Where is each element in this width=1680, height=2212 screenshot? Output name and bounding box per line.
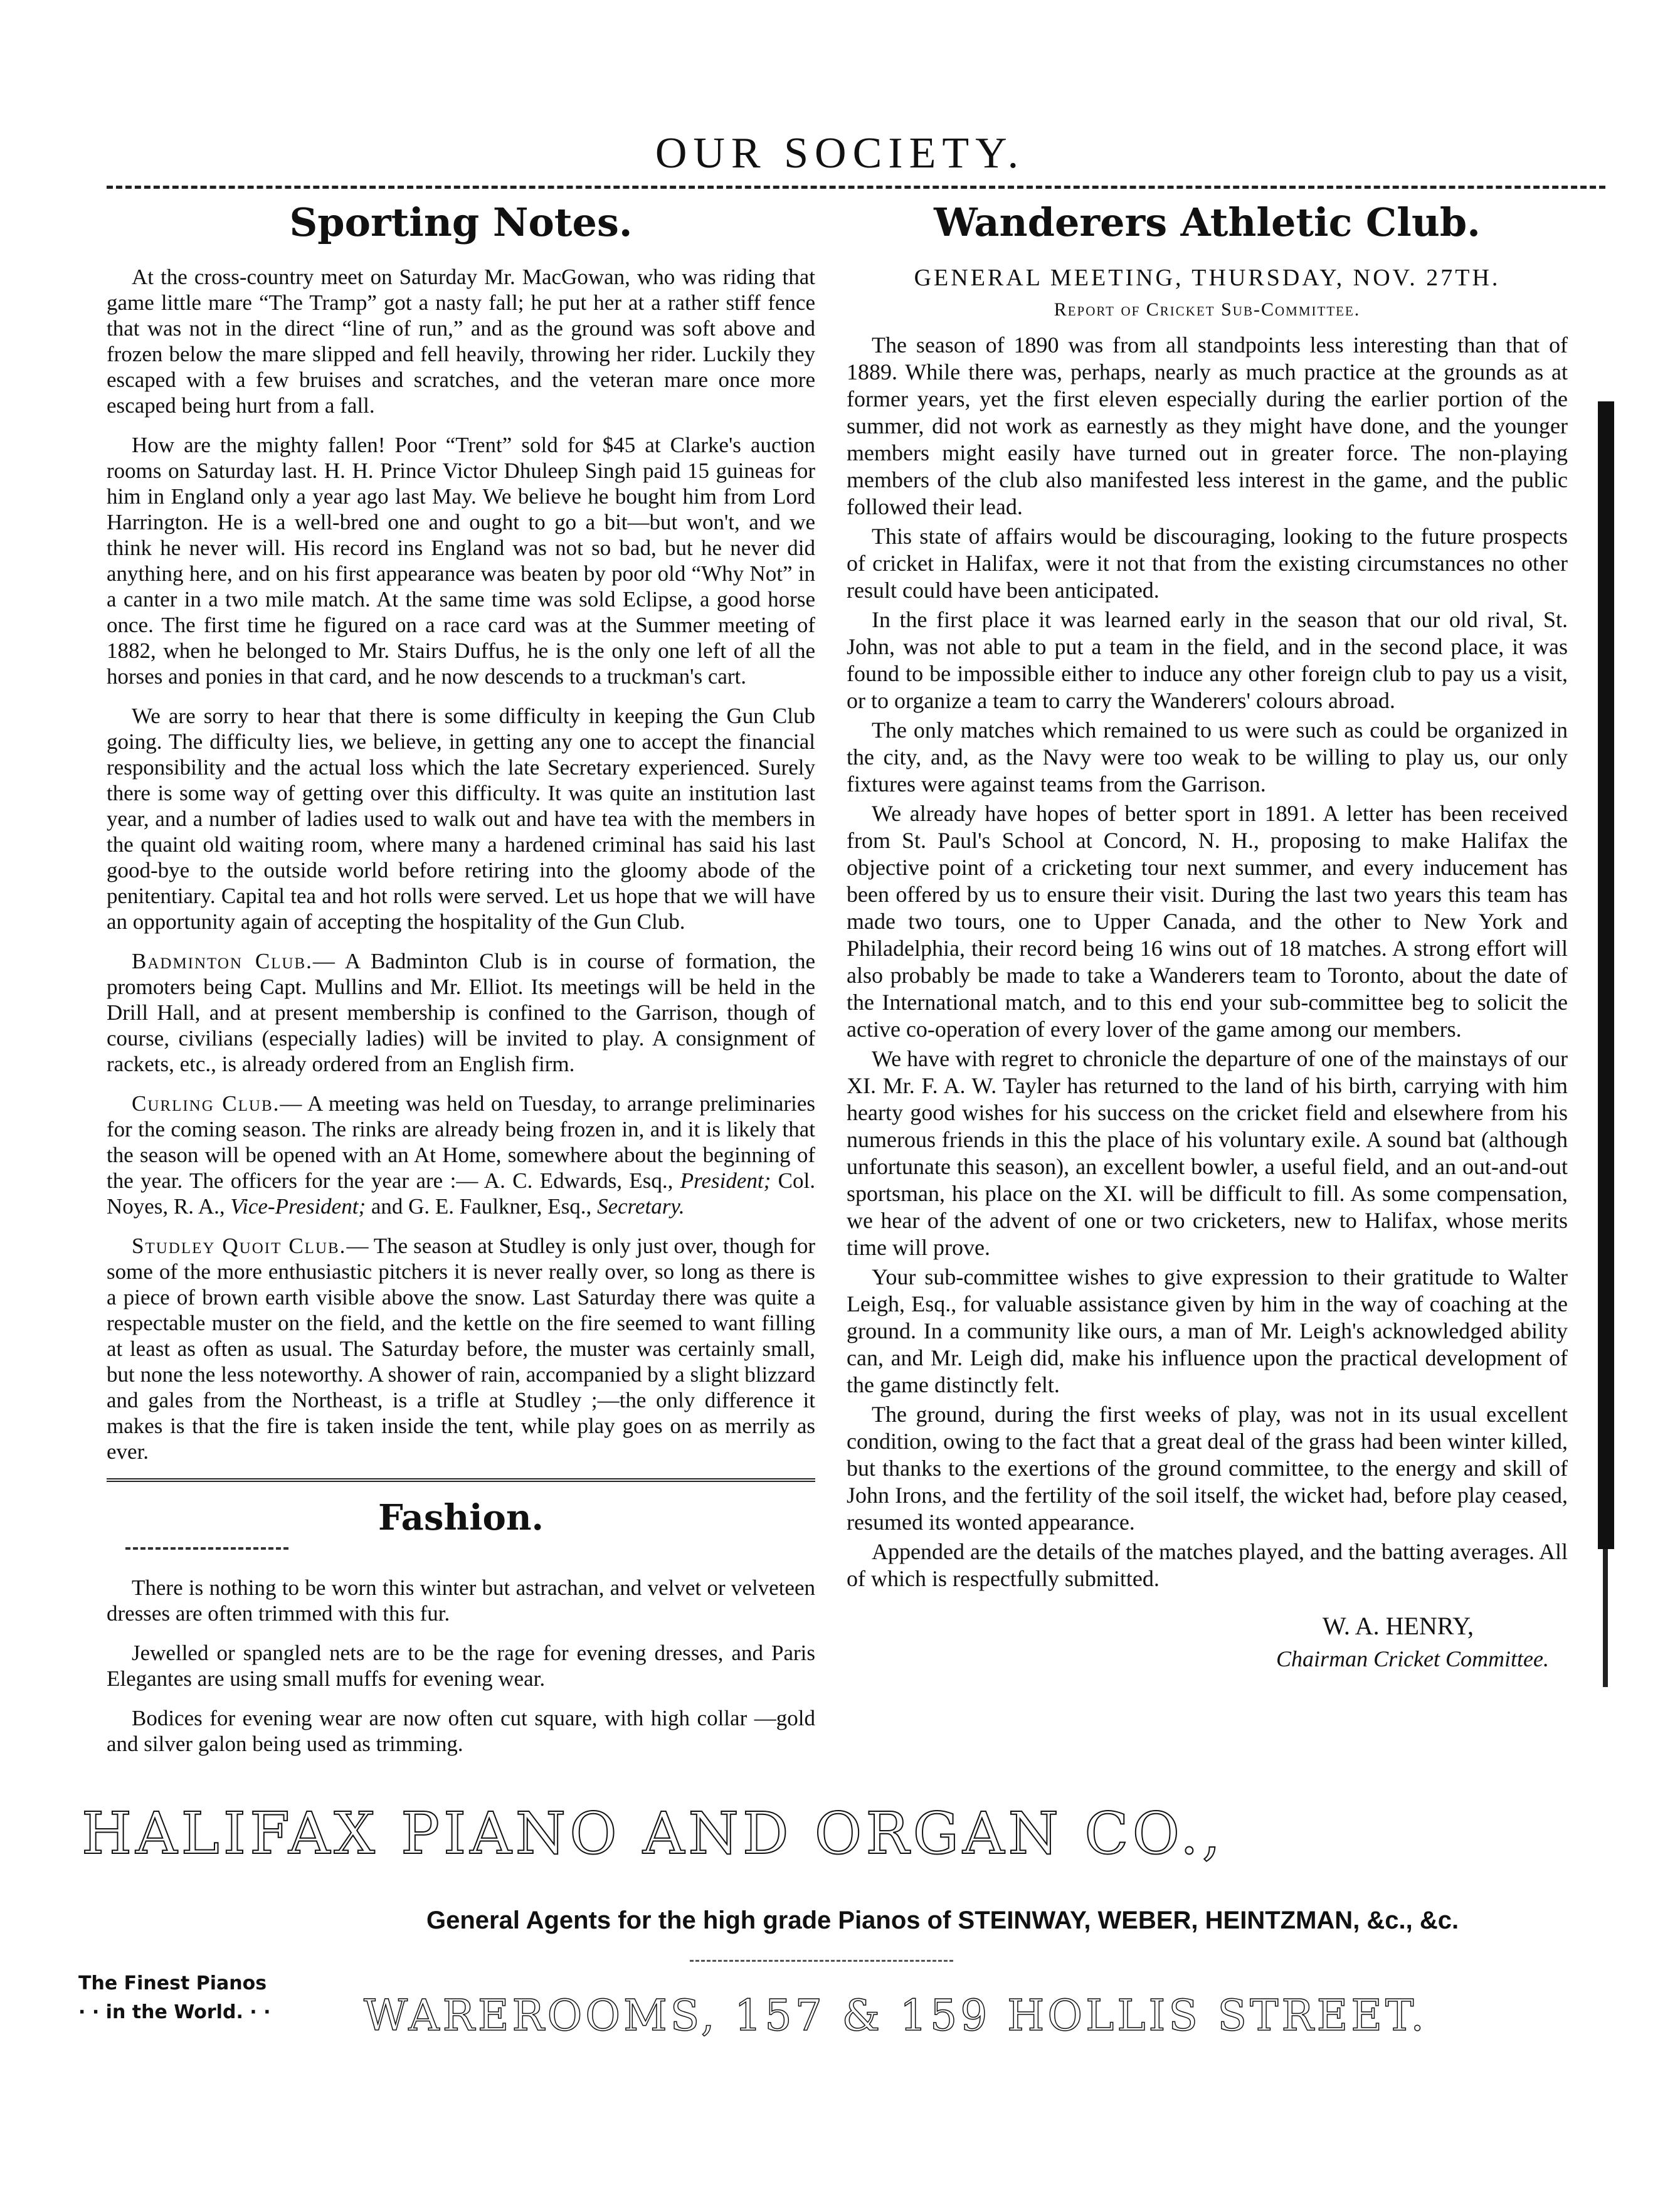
curling-lead: Curling Club.	[132, 1091, 280, 1116]
curling-president: President;	[680, 1168, 771, 1193]
fashion-heading: Fashion.	[378, 1497, 544, 1538]
report-paragraph: Appended are the details of the matches played, and the batting averages. All of which is respectfully submitted.	[847, 1539, 1568, 1591]
fashion-dash	[125, 1547, 288, 1550]
curling-vice: Vice-President;	[230, 1194, 366, 1219]
fashion-paragraph: There is nothing to be worn this winter but astrachan, and velvet or velveteen dresses are often trimmed with this fur.	[107, 1575, 815, 1626]
advert-company-name: HALIFAX PIANO AND ORGAN CO.,	[82, 1800, 1225, 1867]
studley-text: — The season at Studley is only just over, though for some of the more enthusiastic pitchers it is never really over, so long as there is a piece of brown earth visible above the snow. Last Saturday there was quite a respectable muster on the field, and the kettle on the fire seemed to want filling at least as often as usual. The Saturday before, the muster was certainly small, but none the less noteworthy. A shower of rain, accompanied by a slight blizzard and gales from the Northeast, is a trifle at Studley ;—the only difference it makes is that the fire is taken inside the tent, while play goes on as merrily as ever.	[107, 1234, 815, 1464]
badminton-text: — A Badminton Club is in course of formation, the promoters being Capt. Mullins and Mr. Elliot. Its meetings will be held in the Drill Hall, and at present membership is confined to the Garrison, though of course, civilians (especially ladies) will be invited to play. A consignment of rackets, etc., is already ordered from an English firm.	[107, 949, 815, 1076]
sporting-notes-heading: Sporting Notes.	[289, 199, 633, 245]
fashion-paragraph: Jewelled or spangled nets are to be the rage for evening dresses, and Paris Elegantes are using small muffs for evening wear.	[107, 1641, 815, 1691]
scan-edge-shadow	[1603, 1549, 1608, 1687]
studley-lead: Studley Quoit Club.	[132, 1234, 347, 1258]
sporting-paragraph: At the cross-country meet on Saturday Mr. MacGowan, who was riding that game little mare “The Tramp” got a nasty fall; he put her at a rather stiff fence that was not in the direct “line of run,” and as the ground was soft above and frozen below the mare slipped and fell heavily, throwing her rider. Luckily they escaped with a few bruises and scratches, and the veteran mare once more escaped being hurt from a fall.	[107, 265, 815, 418]
report-subheading: Report of Cricket Sub-Committee.	[1054, 299, 1361, 320]
wanderers-heading: Wanderers Athletic Club.	[934, 199, 1481, 245]
left-column	[107, 199, 815, 1770]
report-paragraph: The ground, during the first weeks of play, was not in its usual excellent condition, owing to the fact that a great deal of the grass had been winter killed, but thanks to the exertions of the ground committee, to the energy and skill of John Irons, and the fertility of the soil itself, the wicket had, before play ceased, resumed its wonted appearance.	[847, 1402, 1568, 1535]
badminton-lead: Badminton Club.	[132, 949, 313, 973]
page-title: OUR SOCIETY.	[655, 129, 1025, 177]
sporting-paragraph: How are the mighty fallen! Poor “Trent” sold for $45 at Clarke's auction rooms on Saturday last. H. H. Prince Victor Dhuleep Singh paid 15 guineas for him in England only a year ago last May. We believe he bought him from Lord Harrington. He is a well-bred one and ought to go a bit—but won't, and we think he never will. His record ins England was not so bad, but he never did anything here, and on his first appearance was beaten by poor old “Why Not” in a canter in a two mile match. At the same time was sold Eclipse, a good horse once. The first time he figured on a race card was at the Summer meeting of 1882, when he belonged to Mr. Stairs Duffus, he is the only one left of all the horses and ponies in that card, and he now descends to a truckman's cart.	[107, 433, 815, 689]
advert-agents-line: General Agents for the high grade Pianos of STEINWAY, WEBER, HEINTZMAN, &c., &c.	[426, 1907, 1459, 1934]
advert-rule	[690, 1960, 953, 1962]
report-paragraph: The season of 1890 was from all standpoints less interesting than that of 1889. While there was, perhaps, nearly as much practice at the grounds as at former years, yet the first eleven especially during the earlier portion of the summer, did not work as earnestly as they might have done, and the younger members might easily have turned out in greater force. The non-playing members of the club also manifested less interest in the game, and the public followed their lead.	[847, 332, 1568, 519]
advert-tagline-line: The Finest Pianos	[78, 1972, 267, 1994]
curling-mid: Col. Noyes, R. A.,	[107, 1168, 815, 1219]
signature: W. A. HENRY,	[1322, 1612, 1474, 1640]
report-paragraph: We have with regret to chronicle the departure of one of the mainstays of our XI. Mr. F. A. W. Tayler has returned to the land of his birth, carrying with him hearty good wishes for his success on the cricket field and elsewhere from his numerous friends in this the place of his voluntary exile. A sound bat (although unfortunate this season), an excellent bowler, a useful field, and an out-and-out sportsman, his place on the XI. will be difficult to fill. As some compensation, we hear of the advent of one or two cricketers, new to Halifax, whose merits time will prove.	[847, 1046, 1568, 1260]
curling-and: and G. E. Faulkner, Esq.,	[371, 1194, 592, 1219]
report-paragraph: We already have hopes of better sport in 1891. A letter has been received from St. Paul's School at Concord, N. H., proposing to make Halifax the objective point of a cricketing tour next summer, and every inducement has been offered by us to ensure their visit. During the last two years this team has made two tours, one to Upper Canada, and the other to New York and Philadelphia, their record being 16 wins out of 18 matches. A strong effort will also probably be made to take a Wanderers team to Toronto, about the date of the International match, and to this end your sub-committee beg to solicit the active co-operation of every lover of the game among our members.	[847, 801, 1568, 1042]
advert-warerooms: WAREROOMS, 157 & 159 HOLLIS STREET.	[364, 1991, 1427, 2041]
section-divider	[107, 1478, 815, 1482]
studley-paragraph	[107, 1233, 815, 1464]
report-paragraph: Your sub-committee wishes to give expression to their gratitude to Walter Leigh, Esq., for valuable assistance given by him in the way of coaching at the ground. In a community like ours, a man of Mr. Leigh's acknowledged ability can, and Mr. Leigh did, make his influence upon the practical development of the game distinctly felt.	[847, 1264, 1568, 1397]
sporting-paragraph: We are sorry to hear that there is some difficulty in keeping the Gun Club going. The difficulty lies, we believe, in getting any one to accept the financial responsibility and the actual loss which the late Secretary experienced. Surely there is some way of getting over this difficulty. It was quite an institution last year, and a number of ladies used to walk out and have tea with the members in the quaint old waiting room, where many a hardened criminal has said his last good-bye to the outside world before retiring into the gloomy abode of the penitentiary. Capital tea and hot rolls were served. Let us hope that we will have an opportunity again of accepting the hospitality of the Gun Club.	[107, 704, 815, 934]
report-paragraph: This state of affairs would be discouraging, looking to the future prospects of cricket in Halifax, were it not that from the existing circumstances no other result could have been anticipated.	[847, 524, 1568, 603]
signature-title: Chairman Cricket Committee.	[1276, 1646, 1549, 1671]
curling-paragraph	[107, 1091, 815, 1219]
curling-secretary: Secretary.	[597, 1194, 685, 1219]
curling-text: — A meeting was held on Tuesday, to arrange preliminaries for the coming season. The rinks are already being frozen in, and it is likely that the season will be opened with an At Home, somewhere about the beginning of the year. The officers for the year are :— A. C. Edwards, Esq.,	[107, 1091, 815, 1193]
scan-edge-shadow	[1598, 401, 1614, 1549]
report-paragraph: The only matches which remained to us were such as could be organized in the city, and, as the Navy were too weak to be willing to play us, our only fixtures were against teams from the Garrison.	[847, 717, 1568, 796]
advert-tagline	[78, 1969, 342, 2027]
advert-tagline-line: · · in the World. · ·	[78, 2001, 271, 2023]
meeting-subheading: GENERAL MEETING, THURSDAY, NOV. 27TH.	[914, 265, 1501, 291]
badminton-paragraph	[107, 948, 815, 1077]
fashion-paragraph: Bodices for evening wear are now often cut square, with high collar —gold and silver galon being used as trimming.	[107, 1706, 815, 1756]
report-paragraph: In the first place it was learned early in the season that our old rival, St. John, was not able to put a team in the field, and in the second place, it was found to be impossible either to induce any other foreign club to pay us a visit, or to organize a team to carry the Wanderers' colours abroad.	[847, 607, 1568, 713]
title-rule	[107, 186, 1605, 189]
right-column	[847, 199, 1568, 1672]
